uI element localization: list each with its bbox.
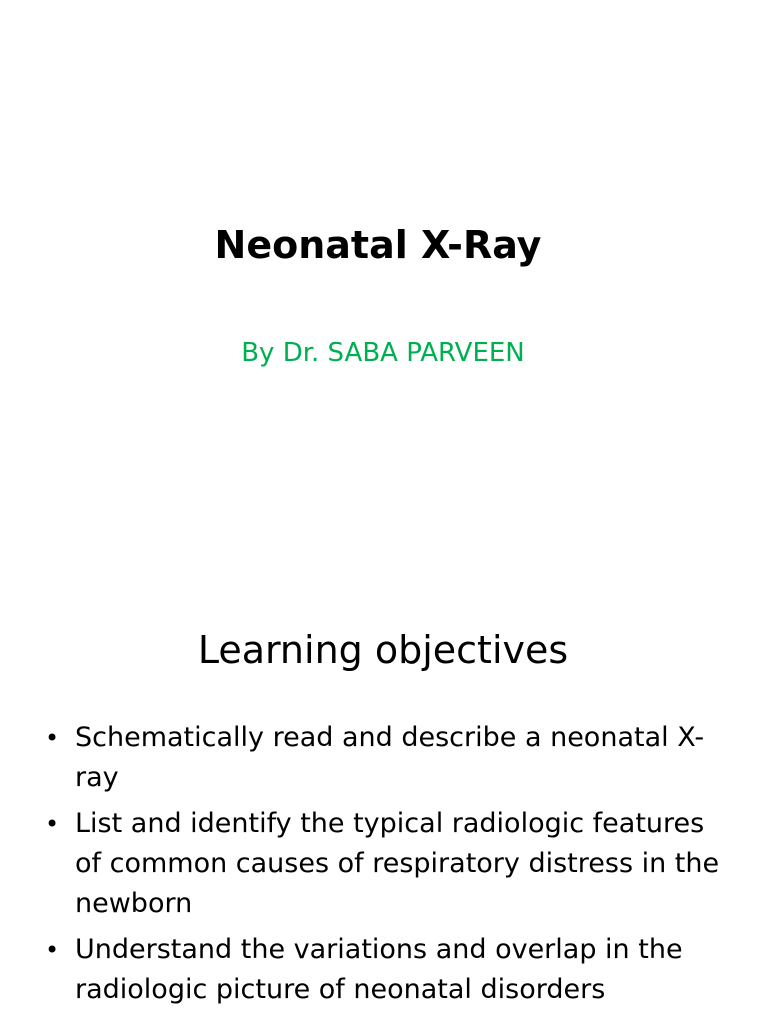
objectives-list bbox=[0, 718, 768, 1016]
objective-item bbox=[0, 930, 768, 1010]
slide-subtitle: By Dr. SABA PARVEEN bbox=[241, 338, 525, 368]
bullet-icon: • bbox=[45, 810, 60, 838]
bullet-icon: • bbox=[45, 724, 60, 752]
objective-item bbox=[0, 718, 768, 798]
objective-text: Understand the variations and overlap in the radiologic picture of neonatal disorders bbox=[75, 934, 683, 1005]
objective-text: List and identify the typical radiologic features of common causes of respiratory distress in the newborn bbox=[75, 808, 720, 919]
objective-text: Schematically read and describe a neonatal X-ray bbox=[75, 722, 705, 793]
objective-item bbox=[0, 804, 768, 924]
bullet-icon: • bbox=[45, 936, 60, 964]
objectives-heading: Learning objectives bbox=[197, 628, 569, 672]
slide-title: Neonatal X-Ray bbox=[214, 223, 542, 267]
